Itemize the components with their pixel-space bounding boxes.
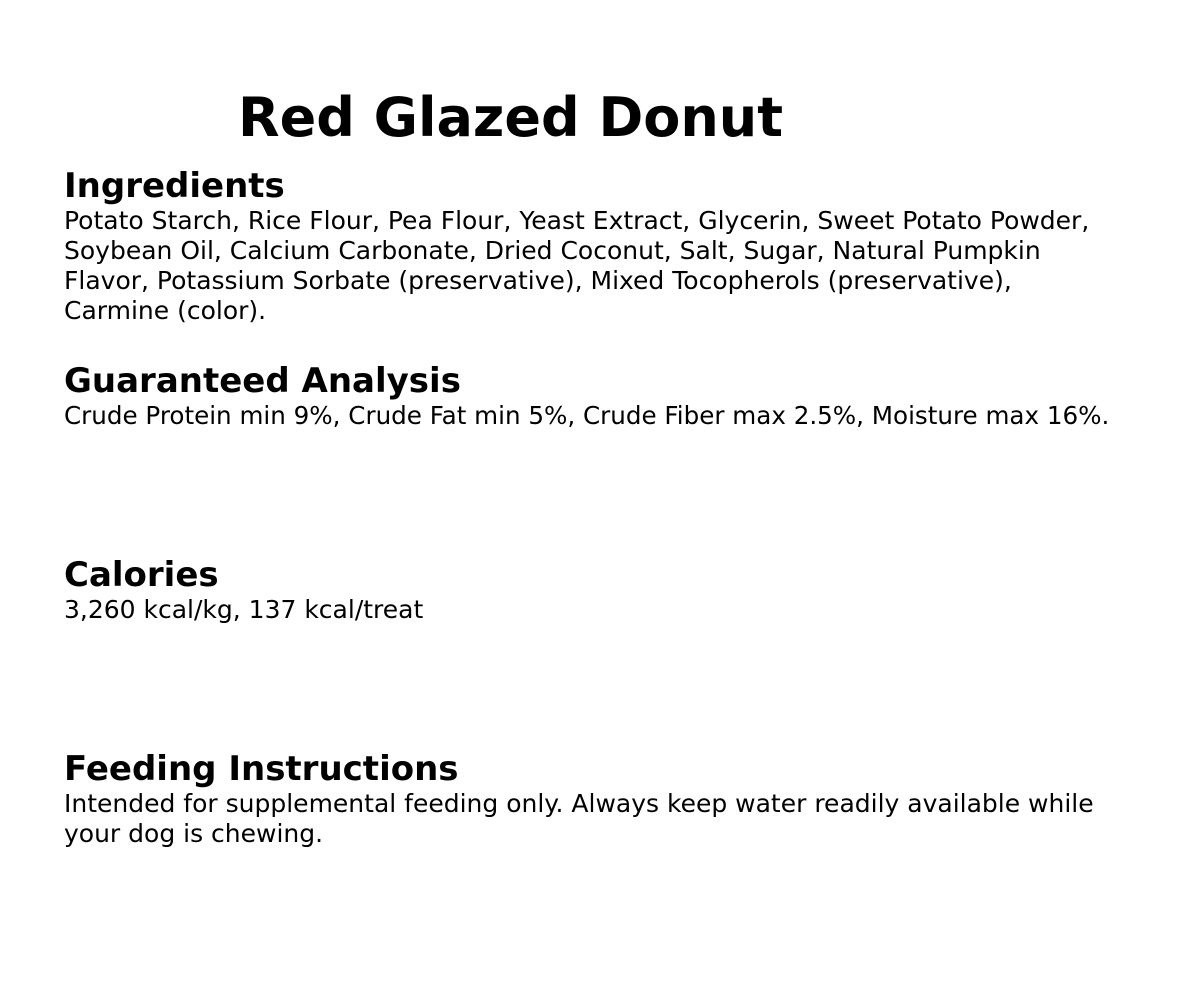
ingredients-text: Potato Starch, Rice Flour, Pea Flour, Yeast Extract, Glycerin, Sweet Potato Powder, Soybean Oil, Calcium Carbonate, Dried Coconut, Salt, Sugar, Natural Pumpkin Flavor, Potassium Sorbate (preservative), Mixed Tocopherols (preservative), Carmine (color). [64, 206, 1090, 325]
guaranteed-analysis-heading: Guaranteed Analysis [64, 361, 461, 401]
ingredients-section [64, 166, 1194, 326]
feeding-instructions-heading: Feeding Instructions [64, 749, 459, 789]
calories-section [64, 555, 1194, 625]
ingredients-heading: Ingredients [64, 166, 285, 206]
calories-text: 3,260 kcal/kg, 137 kcal/treat [64, 595, 424, 624]
page-title: Red Glazed Donut [238, 86, 784, 149]
calories-heading: Calories [64, 555, 219, 595]
feeding-instructions-section [64, 749, 1194, 849]
guaranteed-analysis-text: Crude Protein min 9%, Crude Fat min 5%, Crude Fiber max 2.5%, Moisture max 16%. [64, 401, 1110, 430]
feeding-instructions-text: Intended for supplemental feeding only. Always keep water readily available while your dog is chewing. [64, 789, 1094, 848]
guaranteed-analysis-section [64, 361, 1194, 431]
